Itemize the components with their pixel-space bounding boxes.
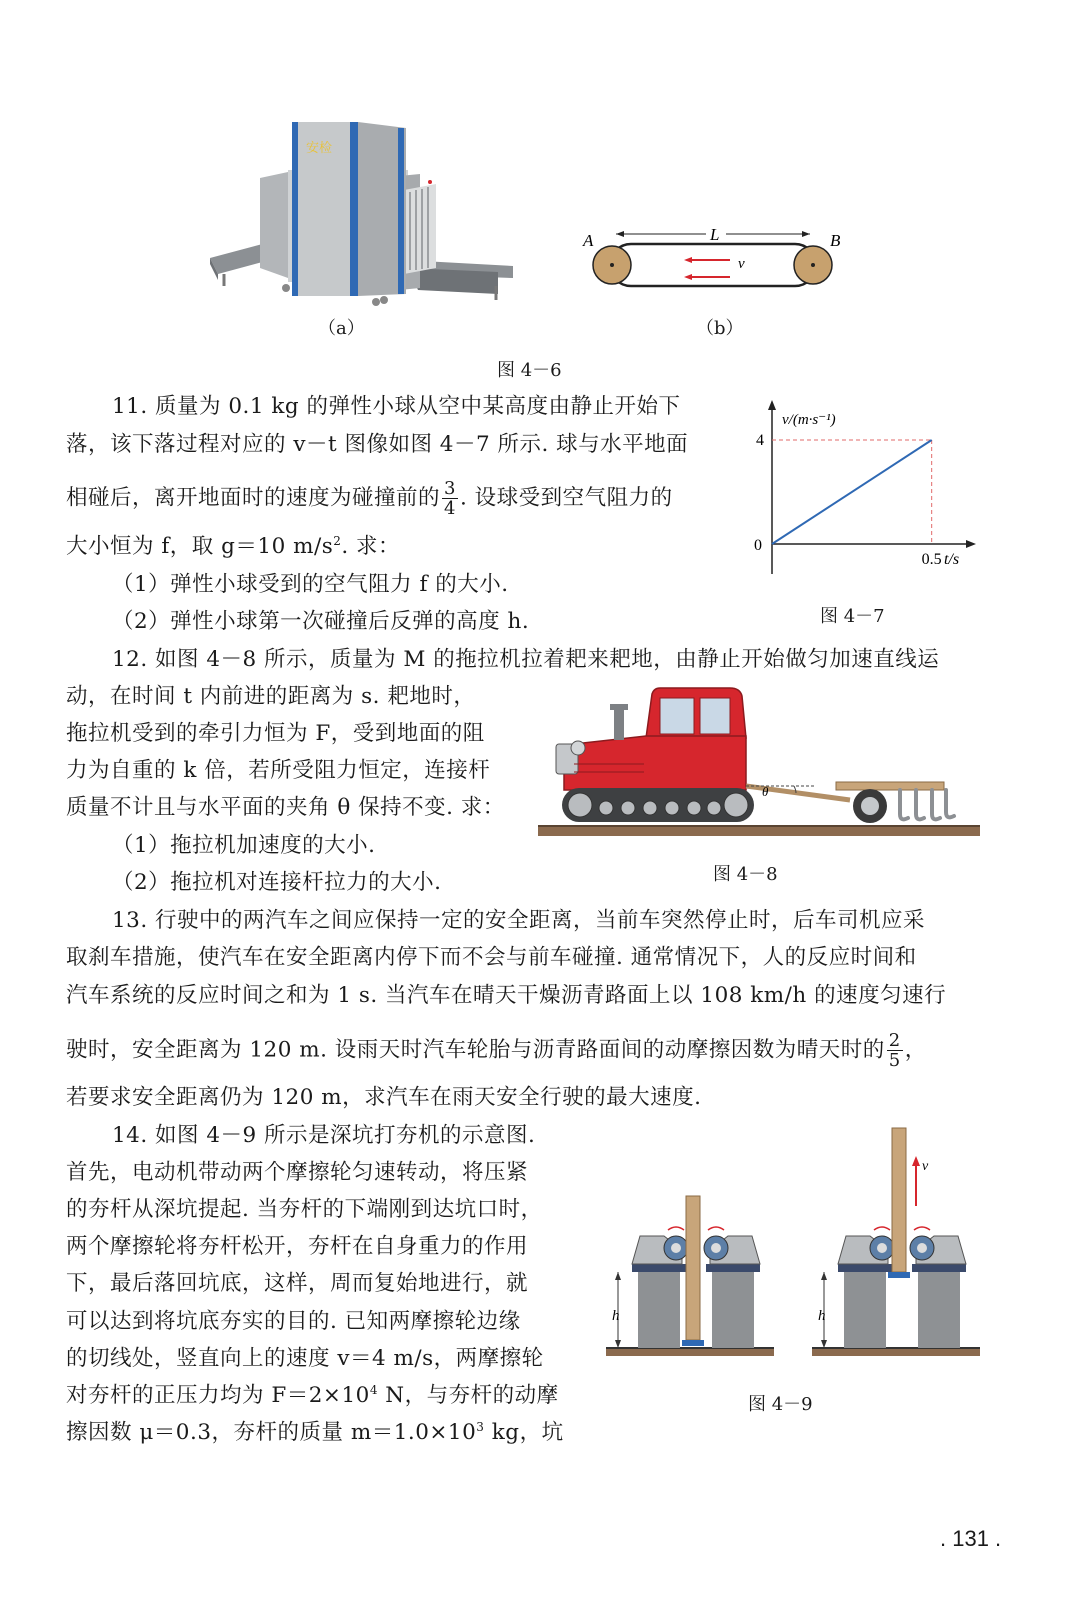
q14-line8: 对夯杆的正压力均为 $F=2\times 10^4$ N，与夯杆的动摩 [66, 1382, 559, 1408]
q14-line2: 首先，电动机带动两个摩擦轮匀速转动，将压紧 [66, 1160, 529, 1185]
tamper-figure-left [606, 1190, 776, 1360]
y-tick-label: 4 [756, 432, 764, 449]
q14-line6: 可以达到将坑底夯实的目的. 已知两摩擦轮边缘 [66, 1309, 521, 1334]
q12-line3: 拖拉机受到的牵引力恒为 F，受到地面的阻 [66, 721, 485, 746]
conveyor-belt-diagram [580, 222, 850, 302]
q13-line2: 取刹车措施，使汽车在安全距离内停下而不会与前车碰撞. 通常情况下，人的反应时间和 [66, 945, 917, 970]
q13-line1: 13. 行驶中的两汽车之间应保持一定的安全距离，当前车突然停止时，后车司机应采 [112, 908, 926, 933]
tractor-illustration [534, 686, 986, 840]
q12-line5: 质量不计且与水平面的夹角 θ 保持不变. 求： [66, 795, 505, 820]
q11-line3: 相碰后，离开地面时的速度为碰撞前的 $\frac{3}{4}$ . 设球受到空气阻力的 [66, 478, 673, 519]
x-tick-label: 0.5 [921, 551, 942, 568]
fig47-caption: 图 4－7 [820, 606, 885, 627]
velocity-line [772, 440, 932, 544]
fig48-caption: 图 4－8 [713, 864, 778, 885]
fig46-caption: 图 4－6 [497, 360, 562, 381]
xray-machine-illustration [208, 118, 520, 310]
q12-line4: 力为自重的 k 倍，若所受阻力恒定，连接杆 [66, 758, 491, 783]
vt-chart [748, 398, 988, 582]
h-label-right: h [818, 1308, 826, 1324]
v-label: v [922, 1159, 929, 1174]
q14-line5: 下，最后落回坑底，这样，周而复始地进行，就 [66, 1271, 529, 1296]
belt-label-l: L [710, 225, 720, 244]
q13-line3: 汽车系统的反应时间之和为 1 s. 当汽车在晴天干燥沥青路面上以 108 km/h 的速度匀速行 [66, 983, 947, 1008]
belt-label-b: B [830, 231, 841, 250]
q12-part2: （2）拖拉机对连接杆拉力的大小. [112, 870, 442, 895]
belt-label-v: v [738, 256, 745, 272]
q13-line5: 若要求安全距离仍为 120 m，求汽车在雨天安全行驶的最大速度. [66, 1085, 702, 1110]
page-number: . 131 . [940, 1526, 1002, 1551]
q12-line1: 12. 如图 4－8 所示，质量为 M 的拖拉机拉着耙来耙地，由静止开始做匀加速直线运 [112, 647, 940, 672]
q11-line4: 大小恒为 f，取 g＝10 $m/s^2$. 求： [66, 533, 401, 559]
q11-part1: （1）弹性小球受到的空气阻力 f 的大小. [112, 572, 509, 597]
y-axis-label: v/(m·s⁻¹) [782, 412, 836, 428]
fraction-two-fifths: $\frac{2}{5}$ [888, 1030, 901, 1071]
q13-line4: 驶时，安全距离为 120 m. 设雨天时汽车轮胎与沥青路面间的动摩擦因数为晴天时的 $\frac{2}{5}$ ， [66, 1030, 927, 1071]
y-axis-arrow [768, 400, 776, 410]
q14-line3: 的夯杆从深坑提起. 当夯杆的下端刚到达坑口时， [66, 1197, 543, 1222]
q14-line1: 14. 如图 4－9 所示是深坑打夯机的示意图. [112, 1123, 536, 1148]
x-axis-label: t/s [944, 551, 960, 568]
q14-line7: 的切线处，竖直向上的速度 v＝4 m/s，两摩擦轮 [66, 1346, 544, 1371]
theta-label: θ [762, 784, 769, 799]
h-label-left: h [612, 1308, 620, 1324]
q11-line1: 11. 质量为 0.1 kg 的弹性小球从空中某高度由静止开始下 [112, 394, 681, 419]
q12-line2: 动，在时间 t 内前进的距离为 s. 耙地时， [66, 684, 476, 709]
x-axis-arrow [966, 540, 976, 548]
q14-line4: 两个摩擦轮将夯杆松开，夯杆在自身重力的作用 [66, 1234, 529, 1259]
machine-label: 安检 [306, 140, 333, 155]
q12-part1: （1）拖拉机加速度的大小. [112, 833, 376, 858]
fraction-three-quarters: $\frac{3}{4}$ [444, 478, 456, 519]
fig49-caption: 图 4－9 [748, 1394, 813, 1415]
q14-line9: 擦因数 μ＝0.3，夯杆的质量 $m=1.0\times 10^3$ kg，坑 [66, 1419, 564, 1445]
q11-line2: 落，该下落过程对应的 v－t 图像如图 4－7 所示. 球与水平地面 [66, 432, 689, 457]
fig46-sub-b: （b） [696, 318, 744, 339]
tamper-figure-right [812, 1126, 982, 1360]
q11-part2: （2）弹性小球第一次碰撞后反弹的高度 h. [112, 609, 530, 634]
belt-label-a: A [583, 231, 594, 250]
origin-label: 0 [754, 537, 762, 554]
fig46-sub-a: （a） [318, 318, 365, 339]
